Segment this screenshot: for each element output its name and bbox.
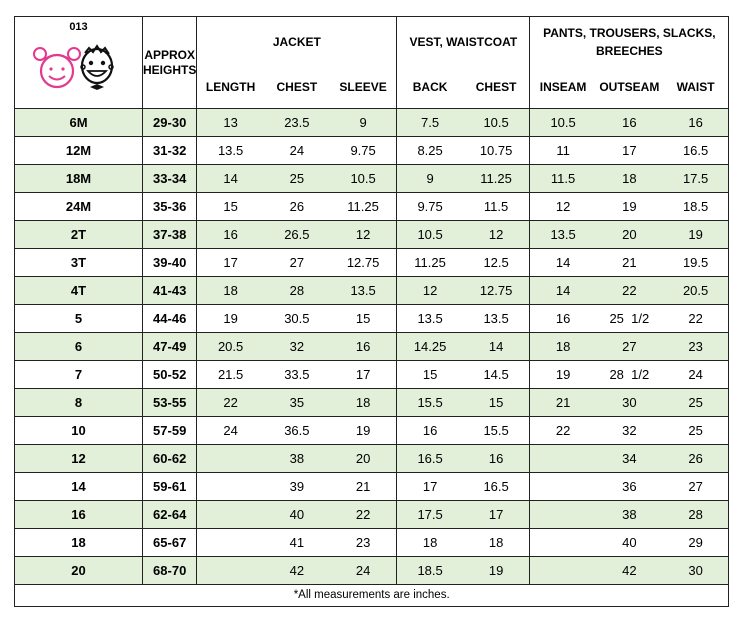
pants-outseam-value: 17 bbox=[596, 137, 663, 165]
jacket-sleeve-value: 11.25 bbox=[330, 193, 397, 221]
pants-waist-value: 26 bbox=[663, 445, 729, 473]
pants-waist-value: 19.5 bbox=[663, 249, 729, 277]
table-row bbox=[15, 277, 729, 305]
pants-outseam-value: 34 bbox=[596, 445, 663, 473]
jacket-chest-value: 39 bbox=[264, 473, 330, 501]
height-range: 65-67 bbox=[143, 529, 197, 557]
size-label: 12 bbox=[15, 445, 143, 473]
height-range: 50-52 bbox=[143, 361, 197, 389]
vest-chest-value: 10.75 bbox=[463, 137, 530, 165]
vest-chest-value: 17 bbox=[463, 501, 530, 529]
jacket-chest-value: 24 bbox=[264, 137, 330, 165]
size-chart-body bbox=[15, 17, 729, 585]
jacket-length-value bbox=[197, 529, 264, 557]
vest-back-value: 16 bbox=[397, 417, 463, 445]
height-range: 59-61 bbox=[143, 473, 197, 501]
vest-chest-value: 12.5 bbox=[463, 249, 530, 277]
pants-header: PANTS, TROUSERS, SLACKS, BREECHES bbox=[530, 17, 729, 68]
jacket-length-value: 21.5 bbox=[197, 361, 264, 389]
table-row bbox=[15, 473, 729, 501]
jacket-length-value: 18 bbox=[197, 277, 264, 305]
table-row bbox=[15, 165, 729, 193]
jacket-chest-value: 23.5 bbox=[264, 109, 330, 137]
table-row bbox=[15, 333, 729, 361]
jacket-sleeve-value: 12 bbox=[330, 221, 397, 249]
jacket-sleeve-value: 18 bbox=[330, 389, 397, 417]
pants-inseam-value: 22 bbox=[530, 417, 596, 445]
height-range: 35-36 bbox=[143, 193, 197, 221]
vest-back-value: 15 bbox=[397, 361, 463, 389]
size-label: 5 bbox=[15, 305, 143, 333]
table-row bbox=[15, 221, 729, 249]
size-chart-table bbox=[14, 16, 729, 607]
size-label: 16 bbox=[15, 501, 143, 529]
kids-logo-icon bbox=[27, 35, 127, 99]
table-row bbox=[15, 389, 729, 417]
pants-inseam-value: 19 bbox=[530, 361, 596, 389]
pants-waist-value: 16.5 bbox=[663, 137, 729, 165]
pants-outseam-value: 21 bbox=[596, 249, 663, 277]
height-range: 37-38 bbox=[143, 221, 197, 249]
size-label: 14 bbox=[15, 473, 143, 501]
size-label: 2T bbox=[15, 221, 143, 249]
table-row bbox=[15, 137, 729, 165]
table-row bbox=[15, 109, 729, 137]
table-row bbox=[15, 557, 729, 585]
jacket-sleeve-value: 22 bbox=[330, 501, 397, 529]
jacket-length-value bbox=[197, 557, 264, 585]
jacket-chest-value: 28 bbox=[264, 277, 330, 305]
pants-outseam-value: 20 bbox=[596, 221, 663, 249]
height-range: 47-49 bbox=[143, 333, 197, 361]
pants-inseam-value: 14 bbox=[530, 277, 596, 305]
size-label: 4T bbox=[15, 277, 143, 305]
vest-back-value: 16.5 bbox=[397, 445, 463, 473]
pants-inseam-value: 14 bbox=[530, 249, 596, 277]
vest-back-value: 10.5 bbox=[397, 221, 463, 249]
pants-inseam-value bbox=[530, 501, 596, 529]
vest-back-value: 18 bbox=[397, 529, 463, 557]
pants-inseam-value bbox=[530, 557, 596, 585]
approx-heights-header: APPROX HEIGHTS bbox=[143, 17, 197, 109]
pants-waist-value: 23 bbox=[663, 333, 729, 361]
vest-chest-value: 19 bbox=[463, 557, 530, 585]
size-label: 7 bbox=[15, 361, 143, 389]
jacket-length-value: 20.5 bbox=[197, 333, 264, 361]
jacket-length-value: 13 bbox=[197, 109, 264, 137]
jacket-chest-value: 36.5 bbox=[264, 417, 330, 445]
jacket-sleeve-value: 9.75 bbox=[330, 137, 397, 165]
pants-outseam-value: 27 bbox=[596, 333, 663, 361]
table-row bbox=[15, 193, 729, 221]
vest-back-value: 15.5 bbox=[397, 389, 463, 417]
jacket-chest-value: 40 bbox=[264, 501, 330, 529]
table-row bbox=[15, 305, 729, 333]
size-label: 3T bbox=[15, 249, 143, 277]
height-range: 60-62 bbox=[143, 445, 197, 473]
pants-outseam-value: 28 1/2 bbox=[596, 361, 663, 389]
pants-inseam-value: 18 bbox=[530, 333, 596, 361]
pants-waist-value: 18.5 bbox=[663, 193, 729, 221]
jacket-sleeve-value: 17 bbox=[330, 361, 397, 389]
vest-back-value: 17.5 bbox=[397, 501, 463, 529]
jacket-sleeve-value: 12.75 bbox=[330, 249, 397, 277]
jacket-length-value: 17 bbox=[197, 249, 264, 277]
vest-back-value: 9 bbox=[397, 165, 463, 193]
pants-inseam-value bbox=[530, 473, 596, 501]
vest-chest-value: 15.5 bbox=[463, 417, 530, 445]
jacket-chest-value: 38 bbox=[264, 445, 330, 473]
height-range: 68-70 bbox=[143, 557, 197, 585]
jacket-header: JACKET bbox=[197, 17, 397, 68]
pants-waist-value: 25 bbox=[663, 389, 729, 417]
pants-waist-value: 19 bbox=[663, 221, 729, 249]
pants-inseam-value: 11.5 bbox=[530, 165, 596, 193]
pants-inseam-value: 10.5 bbox=[530, 109, 596, 137]
pants-waist-value: 22 bbox=[663, 305, 729, 333]
jacket-length-value: 24 bbox=[197, 417, 264, 445]
jacket-sleeve-value: 15 bbox=[330, 305, 397, 333]
pants-outseam-header: OUTSEAM bbox=[596, 68, 663, 109]
jacket-chest-value: 26.5 bbox=[264, 221, 330, 249]
size-label: 24M bbox=[15, 193, 143, 221]
vest-chest-value: 15 bbox=[463, 389, 530, 417]
vest-back-value: 17 bbox=[397, 473, 463, 501]
jacket-chest-value: 27 bbox=[264, 249, 330, 277]
vest-chest-value: 18 bbox=[463, 529, 530, 557]
size-label: 8 bbox=[15, 389, 143, 417]
table-row bbox=[15, 249, 729, 277]
vest-chest-value: 13.5 bbox=[463, 305, 530, 333]
pants-outseam-value: 25 1/2 bbox=[596, 305, 663, 333]
jacket-chest-value: 41 bbox=[264, 529, 330, 557]
pants-waist-value: 25 bbox=[663, 417, 729, 445]
pants-inseam-value: 16 bbox=[530, 305, 596, 333]
pants-inseam-value bbox=[530, 445, 596, 473]
height-range: 39-40 bbox=[143, 249, 197, 277]
jacket-sleeve-value: 13.5 bbox=[330, 277, 397, 305]
pants-outseam-value: 40 bbox=[596, 529, 663, 557]
vest-chest-value: 16 bbox=[463, 445, 530, 473]
vest-chest-value: 12 bbox=[463, 221, 530, 249]
jacket-sleeve-value: 24 bbox=[330, 557, 397, 585]
jacket-length-value: 15 bbox=[197, 193, 264, 221]
height-range: 29-30 bbox=[143, 109, 197, 137]
jacket-sleeve-value: 23 bbox=[330, 529, 397, 557]
size-label: 18M bbox=[15, 165, 143, 193]
pants-waist-value: 27 bbox=[663, 473, 729, 501]
jacket-sleeve-value: 16 bbox=[330, 333, 397, 361]
size-label: 6M bbox=[15, 109, 143, 137]
vest-back-value: 9.75 bbox=[397, 193, 463, 221]
table-row bbox=[15, 529, 729, 557]
jacket-length-value: 13.5 bbox=[197, 137, 264, 165]
pants-waist-header: WAIST bbox=[663, 68, 729, 109]
jacket-chest-value: 33.5 bbox=[264, 361, 330, 389]
vest-back-value: 8.25 bbox=[397, 137, 463, 165]
table-row bbox=[15, 361, 729, 389]
vest-chest-value: 10.5 bbox=[463, 109, 530, 137]
vest-header: VEST, WAISTCOAT bbox=[397, 17, 530, 68]
vest-chest-header: CHEST bbox=[463, 68, 530, 109]
pants-waist-value: 24 bbox=[663, 361, 729, 389]
pants-inseam-header: INSEAM bbox=[530, 68, 596, 109]
pants-waist-value: 28 bbox=[663, 501, 729, 529]
jacket-sleeve-value: 19 bbox=[330, 417, 397, 445]
pants-outseam-value: 36 bbox=[596, 473, 663, 501]
pants-inseam-value: 12 bbox=[530, 193, 596, 221]
pants-outseam-value: 19 bbox=[596, 193, 663, 221]
vest-chest-value: 14.5 bbox=[463, 361, 530, 389]
pants-inseam-value: 21 bbox=[530, 389, 596, 417]
jacket-sleeve-value: 20 bbox=[330, 445, 397, 473]
pants-inseam-value bbox=[530, 529, 596, 557]
height-range: 53-55 bbox=[143, 389, 197, 417]
pants-outseam-value: 30 bbox=[596, 389, 663, 417]
vest-chest-value: 12.75 bbox=[463, 277, 530, 305]
jacket-length-value bbox=[197, 473, 264, 501]
height-range: 44-46 bbox=[143, 305, 197, 333]
chart-code: 013 bbox=[69, 21, 88, 33]
size-label: 20 bbox=[15, 557, 143, 585]
jacket-length-header: LENGTH bbox=[197, 68, 264, 109]
vest-chest-value: 16.5 bbox=[463, 473, 530, 501]
vest-back-value: 11.25 bbox=[397, 249, 463, 277]
pants-outseam-value: 38 bbox=[596, 501, 663, 529]
pants-outseam-value: 22 bbox=[596, 277, 663, 305]
vest-back-value: 18.5 bbox=[397, 557, 463, 585]
footer-note: *All measurements are inches. bbox=[15, 585, 729, 607]
size-label: 6 bbox=[15, 333, 143, 361]
jacket-length-value: 22 bbox=[197, 389, 264, 417]
height-range: 33-34 bbox=[143, 165, 197, 193]
jacket-chest-value: 25 bbox=[264, 165, 330, 193]
vest-chest-value: 11.5 bbox=[463, 193, 530, 221]
vest-back-value: 12 bbox=[397, 277, 463, 305]
pants-inseam-value: 11 bbox=[530, 137, 596, 165]
size-label: 18 bbox=[15, 529, 143, 557]
height-range: 31-32 bbox=[143, 137, 197, 165]
vest-back-header: BACK bbox=[397, 68, 463, 109]
pants-waist-value: 17.5 bbox=[663, 165, 729, 193]
jacket-chest-value: 32 bbox=[264, 333, 330, 361]
vest-back-value: 14.25 bbox=[397, 333, 463, 361]
jacket-chest-value: 30.5 bbox=[264, 305, 330, 333]
jacket-sleeve-header: SLEEVE bbox=[330, 68, 397, 109]
vest-chest-value: 11.25 bbox=[463, 165, 530, 193]
jacket-chest-value: 35 bbox=[264, 389, 330, 417]
jacket-length-value: 19 bbox=[197, 305, 264, 333]
pants-waist-value: 20.5 bbox=[663, 277, 729, 305]
size-label: 10 bbox=[15, 417, 143, 445]
jacket-chest-value: 42 bbox=[264, 557, 330, 585]
height-range: 41-43 bbox=[143, 277, 197, 305]
jacket-length-value: 14 bbox=[197, 165, 264, 193]
jacket-length-value bbox=[197, 445, 264, 473]
jacket-length-value: 16 bbox=[197, 221, 264, 249]
vest-back-value: 7.5 bbox=[397, 109, 463, 137]
vest-chest-value: 14 bbox=[463, 333, 530, 361]
jacket-sleeve-value: 9 bbox=[330, 109, 397, 137]
jacket-length-value bbox=[197, 501, 264, 529]
table-row bbox=[15, 445, 729, 473]
table-row bbox=[15, 501, 729, 529]
pants-outseam-value: 16 bbox=[596, 109, 663, 137]
table-row bbox=[15, 417, 729, 445]
size-label: 12M bbox=[15, 137, 143, 165]
jacket-chest-header: CHEST bbox=[264, 68, 330, 109]
pants-waist-value: 16 bbox=[663, 109, 729, 137]
pants-outseam-value: 32 bbox=[596, 417, 663, 445]
pants-waist-value: 30 bbox=[663, 557, 729, 585]
pants-outseam-value: 42 bbox=[596, 557, 663, 585]
jacket-sleeve-value: 10.5 bbox=[330, 165, 397, 193]
pants-waist-value: 29 bbox=[663, 529, 729, 557]
height-range: 62-64 bbox=[143, 501, 197, 529]
pants-outseam-value: 18 bbox=[596, 165, 663, 193]
vest-back-value: 13.5 bbox=[397, 305, 463, 333]
jacket-chest-value: 26 bbox=[264, 193, 330, 221]
jacket-sleeve-value: 21 bbox=[330, 473, 397, 501]
height-range: 57-59 bbox=[143, 417, 197, 445]
logo-cell bbox=[15, 17, 143, 109]
pants-inseam-value: 13.5 bbox=[530, 221, 596, 249]
